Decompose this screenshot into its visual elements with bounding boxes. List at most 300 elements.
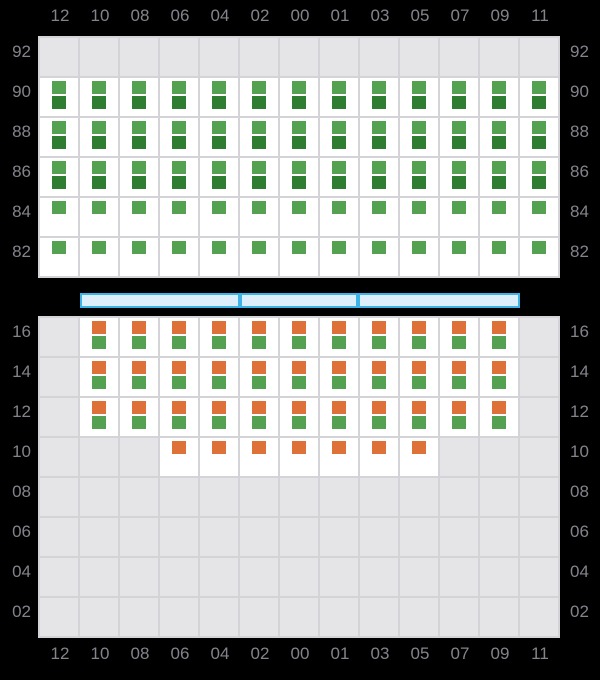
seat-cell-90-03[interactable] (360, 78, 398, 116)
seat-cell-88-01[interactable] (320, 118, 358, 156)
seat-cell-10-04[interactable] (200, 438, 238, 476)
seat-cell-14-06[interactable] (160, 358, 198, 396)
seat-cell-06-05 (400, 518, 438, 556)
seat-cell-92-01 (320, 38, 358, 76)
dark-green-square-icon (492, 96, 506, 109)
seat-cell-12-03[interactable] (360, 398, 398, 436)
car-bar-segment-3[interactable] (358, 293, 520, 308)
dark-green-square-icon (372, 176, 386, 189)
green-square-icon (452, 376, 466, 389)
seat-cell-16-12 (40, 318, 78, 356)
seat-cell-06-10 (80, 518, 118, 556)
seat-cell-02-03 (360, 598, 398, 636)
green-square-icon (292, 201, 306, 214)
orange-square-icon (172, 401, 186, 414)
dark-green-square-icon (132, 96, 146, 109)
green-square-icon (252, 161, 266, 174)
green-square-icon (372, 376, 386, 389)
seat-cell-16-06[interactable] (160, 318, 198, 356)
green-square-icon (412, 201, 426, 214)
dark-green-square-icon (132, 136, 146, 149)
seat-cell-06-00 (280, 518, 318, 556)
seat-cell-88-09[interactable] (480, 118, 518, 156)
seat-cell-82-03[interactable] (360, 238, 398, 276)
seat-cell-10-05[interactable] (400, 438, 438, 476)
seat-cell-02-06 (160, 598, 198, 636)
seat-cell-06-04 (200, 518, 238, 556)
row-label-82: 82 (570, 242, 589, 261)
green-square-icon (212, 376, 226, 389)
seat-cell-90-09[interactable] (480, 78, 518, 116)
green-square-icon (172, 376, 186, 389)
seat-cell-14-01[interactable] (320, 358, 358, 396)
green-square-icon (172, 161, 186, 174)
green-square-icon (372, 201, 386, 214)
seat-cell-04-05 (400, 558, 438, 596)
green-square-icon (292, 121, 306, 134)
green-square-icon (212, 241, 226, 254)
orange-square-icon (212, 401, 226, 414)
row-label-84: 84 (12, 202, 31, 221)
green-square-icon (452, 81, 466, 94)
seat-cell-88-06[interactable] (160, 118, 198, 156)
green-square-icon (532, 81, 546, 94)
column-label-03: 03 (370, 6, 390, 25)
seat-cell-92-05 (400, 38, 438, 76)
seat-cell-86-03[interactable] (360, 158, 398, 196)
orange-square-icon (292, 401, 306, 414)
row-label-06: 06 (570, 522, 589, 541)
green-square-icon (172, 416, 186, 429)
seat-cell-02-02 (240, 598, 278, 636)
seat-cell-84-02[interactable] (240, 198, 278, 236)
green-square-icon (92, 81, 106, 94)
seat-cell-86-05[interactable] (400, 158, 438, 196)
dark-green-square-icon (412, 176, 426, 189)
column-label-02: 02 (250, 644, 270, 663)
dark-green-square-icon (532, 136, 546, 149)
column-label-06: 06 (170, 644, 190, 663)
seat-cell-16-04[interactable] (200, 318, 238, 356)
seat-cell-86-02[interactable] (240, 158, 278, 196)
seat-cell-86-08[interactable] (120, 158, 158, 196)
seat-cell-92-12 (40, 38, 78, 76)
orange-square-icon (292, 441, 306, 454)
dark-green-square-icon (372, 136, 386, 149)
row-label-88: 88 (12, 122, 31, 141)
green-square-icon (492, 336, 506, 349)
seat-cell-10-02[interactable] (240, 438, 278, 476)
seat-cell-16-11 (520, 318, 558, 356)
seat-cell-82-04[interactable] (200, 238, 238, 276)
green-square-icon (452, 201, 466, 214)
seat-cell-14-04[interactable] (200, 358, 238, 396)
seat-cell-90-11[interactable] (520, 78, 558, 116)
green-square-icon (332, 416, 346, 429)
green-square-icon (92, 161, 106, 174)
row-label-84: 84 (570, 202, 589, 221)
orange-square-icon (92, 361, 106, 374)
orange-square-icon (92, 321, 106, 334)
seat-cell-16-00[interactable] (280, 318, 318, 356)
seat-cell-84-08[interactable] (120, 198, 158, 236)
green-square-icon (92, 241, 106, 254)
seat-cell-88-05[interactable] (400, 118, 438, 156)
seat-cell-12-01[interactable] (320, 398, 358, 436)
column-label-08: 08 (130, 644, 150, 663)
green-square-icon (52, 201, 66, 214)
seat-cell-10-07 (440, 438, 478, 476)
seat-cell-12-04[interactable] (200, 398, 238, 436)
seat-cell-12-09[interactable] (480, 398, 518, 436)
lower-seat-grid (38, 316, 560, 638)
seat-cell-16-03[interactable] (360, 318, 398, 356)
seat-cell-92-06 (160, 38, 198, 76)
top-column-labels (40, 5, 560, 27)
car-bar-segment-2[interactable] (240, 293, 358, 308)
seat-cell-14-02[interactable] (240, 358, 278, 396)
green-square-icon (492, 121, 506, 134)
orange-square-icon (372, 401, 386, 414)
green-square-icon (372, 416, 386, 429)
column-label-01: 01 (330, 644, 350, 663)
green-square-icon (92, 376, 106, 389)
green-square-icon (532, 201, 546, 214)
column-label-07: 07 (450, 644, 470, 663)
row-label-04: 04 (12, 562, 31, 581)
column-label-12: 12 (50, 644, 70, 663)
seat-cell-06-11 (520, 518, 558, 556)
green-square-icon (452, 241, 466, 254)
orange-square-icon (212, 441, 226, 454)
column-label-02: 02 (250, 6, 270, 25)
green-square-icon (252, 241, 266, 254)
seat-cell-86-07[interactable] (440, 158, 478, 196)
seat-cell-82-10[interactable] (80, 238, 118, 276)
orange-square-icon (492, 321, 506, 334)
seat-cell-04-09 (480, 558, 518, 596)
seat-cell-16-02[interactable] (240, 318, 278, 356)
dark-green-square-icon (172, 176, 186, 189)
seat-cell-82-02[interactable] (240, 238, 278, 276)
orange-square-icon (132, 321, 146, 334)
seat-cell-12-07[interactable] (440, 398, 478, 436)
seat-cell-06-07 (440, 518, 478, 556)
seat-cell-14-08[interactable] (120, 358, 158, 396)
green-square-icon (52, 81, 66, 94)
row-label-04: 04 (570, 562, 589, 581)
green-square-icon (332, 161, 346, 174)
orange-square-icon (452, 401, 466, 414)
seat-cell-16-08[interactable] (120, 318, 158, 356)
seat-cell-10-03[interactable] (360, 438, 398, 476)
seat-cell-08-04 (200, 478, 238, 516)
green-square-icon (52, 121, 66, 134)
orange-square-icon (452, 321, 466, 334)
column-label-06: 06 (170, 6, 190, 25)
row-label-02: 02 (12, 602, 31, 621)
seat-cell-92-10 (80, 38, 118, 76)
seat-cell-92-09 (480, 38, 518, 76)
column-label-04: 04 (210, 644, 230, 663)
seat-cell-90-12[interactable] (40, 78, 78, 116)
seat-cell-82-08[interactable] (120, 238, 158, 276)
seat-cell-86-11[interactable] (520, 158, 558, 196)
seat-cell-16-07[interactable] (440, 318, 478, 356)
green-square-icon (252, 81, 266, 94)
dark-green-square-icon (92, 176, 106, 189)
seat-cell-86-00[interactable] (280, 158, 318, 196)
green-square-icon (332, 336, 346, 349)
seat-cell-84-06[interactable] (160, 198, 198, 236)
seat-cell-10-06[interactable] (160, 438, 198, 476)
seat-cell-10-11 (520, 438, 558, 476)
seat-cell-14-10[interactable] (80, 358, 118, 396)
orange-square-icon (332, 401, 346, 414)
seat-cell-14-03[interactable] (360, 358, 398, 396)
dark-green-square-icon (132, 176, 146, 189)
seat-cell-16-05[interactable] (400, 318, 438, 356)
column-label-07: 07 (450, 6, 470, 25)
column-label-09: 09 (490, 6, 510, 25)
seat-cell-92-07 (440, 38, 478, 76)
dark-green-square-icon (212, 136, 226, 149)
dark-green-square-icon (332, 136, 346, 149)
dark-green-square-icon (172, 136, 186, 149)
dark-green-square-icon (292, 96, 306, 109)
dark-green-square-icon (412, 96, 426, 109)
green-square-icon (252, 416, 266, 429)
seat-cell-88-12[interactable] (40, 118, 78, 156)
row-label-08: 08 (570, 482, 589, 501)
row-label-16: 16 (12, 322, 31, 341)
seat-cell-82-01[interactable] (320, 238, 358, 276)
green-square-icon (332, 121, 346, 134)
seat-cell-10-08 (120, 438, 158, 476)
green-square-icon (212, 416, 226, 429)
seat-cell-92-02 (240, 38, 278, 76)
seat-cell-84-00[interactable] (280, 198, 318, 236)
seat-cell-90-00[interactable] (280, 78, 318, 116)
seat-cell-90-10[interactable] (80, 78, 118, 116)
seat-cell-04-08 (120, 558, 158, 596)
row-label-92: 92 (12, 42, 31, 61)
seat-cell-06-08 (120, 518, 158, 556)
seat-cell-04-02 (240, 558, 278, 596)
seat-cell-82-12[interactable] (40, 238, 78, 276)
dark-green-square-icon (492, 136, 506, 149)
dark-green-square-icon (252, 176, 266, 189)
dark-green-square-icon (52, 136, 66, 149)
seat-cell-82-00[interactable] (280, 238, 318, 276)
orange-square-icon (252, 401, 266, 414)
orange-square-icon (412, 361, 426, 374)
seat-cell-90-02[interactable] (240, 78, 278, 116)
seat-cell-08-07 (440, 478, 478, 516)
bottom-panel-left-row-labels (0, 316, 31, 636)
seat-cell-84-03[interactable] (360, 198, 398, 236)
seat-cell-14-09[interactable] (480, 358, 518, 396)
row-label-90: 90 (570, 82, 589, 101)
seat-cell-08-02 (240, 478, 278, 516)
seat-cell-02-11 (520, 598, 558, 636)
dark-green-square-icon (332, 176, 346, 189)
seat-cell-14-12 (40, 358, 78, 396)
seat-cell-12-10[interactable] (80, 398, 118, 436)
seat-cell-12-05[interactable] (400, 398, 438, 436)
seat-cell-86-10[interactable] (80, 158, 118, 196)
seat-cell-90-07[interactable] (440, 78, 478, 116)
seat-cell-82-06[interactable] (160, 238, 198, 276)
seat-cell-88-11[interactable] (520, 118, 558, 156)
seat-cell-88-03[interactable] (360, 118, 398, 156)
seat-cell-16-10[interactable] (80, 318, 118, 356)
orange-square-icon (492, 361, 506, 374)
orange-square-icon (172, 361, 186, 374)
green-square-icon (412, 81, 426, 94)
seat-cell-88-02[interactable] (240, 118, 278, 156)
seat-cell-82-07[interactable] (440, 238, 478, 276)
seat-cell-12-00[interactable] (280, 398, 318, 436)
seat-cell-88-00[interactable] (280, 118, 318, 156)
seat-cell-12-02[interactable] (240, 398, 278, 436)
column-label-11: 11 (531, 644, 549, 663)
seat-cell-86-09[interactable] (480, 158, 518, 196)
dark-green-square-icon (292, 136, 306, 149)
seat-cell-08-03 (360, 478, 398, 516)
dark-green-square-icon (52, 96, 66, 109)
seat-cell-84-10[interactable] (80, 198, 118, 236)
seat-cell-90-06[interactable] (160, 78, 198, 116)
seat-cell-16-09[interactable] (480, 318, 518, 356)
car-bar-segment-1[interactable] (80, 293, 240, 308)
seat-cell-82-09[interactable] (480, 238, 518, 276)
orange-square-icon (412, 441, 426, 454)
dark-green-square-icon (492, 176, 506, 189)
seat-cell-14-07[interactable] (440, 358, 478, 396)
green-square-icon (412, 416, 426, 429)
green-square-icon (332, 241, 346, 254)
seat-cell-12-08[interactable] (120, 398, 158, 436)
dark-green-square-icon (452, 176, 466, 189)
row-label-12: 12 (12, 402, 31, 421)
green-square-icon (332, 201, 346, 214)
seat-cell-92-00 (280, 38, 318, 76)
seat-cell-84-07[interactable] (440, 198, 478, 236)
seat-cell-86-01[interactable] (320, 158, 358, 196)
green-square-icon (532, 241, 546, 254)
column-label-00: 00 (290, 644, 310, 663)
orange-square-icon (372, 361, 386, 374)
green-square-icon (132, 336, 146, 349)
seat-cell-84-05[interactable] (400, 198, 438, 236)
green-square-icon (132, 376, 146, 389)
seat-cell-06-03 (360, 518, 398, 556)
green-square-icon (132, 201, 146, 214)
seat-cell-84-11[interactable] (520, 198, 558, 236)
orange-square-icon (452, 361, 466, 374)
green-square-icon (92, 336, 106, 349)
seat-cell-88-10[interactable] (80, 118, 118, 156)
seat-cell-92-08 (120, 38, 158, 76)
seat-cell-82-11[interactable] (520, 238, 558, 276)
dark-green-square-icon (292, 176, 306, 189)
dark-green-square-icon (412, 136, 426, 149)
green-square-icon (492, 376, 506, 389)
seat-cell-88-04[interactable] (200, 118, 238, 156)
seat-cell-04-07 (440, 558, 478, 596)
seat-cell-90-01[interactable] (320, 78, 358, 116)
seat-cell-08-12 (40, 478, 78, 516)
row-label-90: 90 (12, 82, 31, 101)
seat-cell-02-07 (440, 598, 478, 636)
orange-square-icon (332, 321, 346, 334)
seat-cell-84-01[interactable] (320, 198, 358, 236)
seat-cell-14-00[interactable] (280, 358, 318, 396)
seat-cell-10-00[interactable] (280, 438, 318, 476)
seat-cell-14-05[interactable] (400, 358, 438, 396)
row-label-14: 14 (570, 362, 589, 381)
orange-square-icon (332, 361, 346, 374)
seat-cell-86-06[interactable] (160, 158, 198, 196)
dark-green-square-icon (212, 176, 226, 189)
green-square-icon (172, 336, 186, 349)
seat-cell-06-06 (160, 518, 198, 556)
row-label-88: 88 (570, 122, 589, 141)
seat-cell-02-12 (40, 598, 78, 636)
green-square-icon (372, 161, 386, 174)
orange-square-icon (172, 321, 186, 334)
seat-cell-04-12 (40, 558, 78, 596)
seat-cell-88-08[interactable] (120, 118, 158, 156)
seat-cell-04-00 (280, 558, 318, 596)
seat-cell-08-11 (520, 478, 558, 516)
green-square-icon (332, 81, 346, 94)
seat-cell-90-08[interactable] (120, 78, 158, 116)
seat-cell-82-05[interactable] (400, 238, 438, 276)
seat-cell-02-04 (200, 598, 238, 636)
green-square-icon (492, 161, 506, 174)
green-square-icon (412, 241, 426, 254)
seat-cell-86-12[interactable] (40, 158, 78, 196)
green-square-icon (212, 201, 226, 214)
seat-cell-84-12[interactable] (40, 198, 78, 236)
seat-cell-88-07[interactable] (440, 118, 478, 156)
seat-cell-08-01 (320, 478, 358, 516)
row-label-10: 10 (12, 442, 31, 461)
seat-cell-90-04[interactable] (200, 78, 238, 116)
dark-green-square-icon (532, 176, 546, 189)
green-square-icon (132, 416, 146, 429)
dark-green-square-icon (452, 136, 466, 149)
green-square-icon (292, 81, 306, 94)
dark-green-square-icon (172, 96, 186, 109)
seat-cell-84-04[interactable] (200, 198, 238, 236)
seat-cell-84-09[interactable] (480, 198, 518, 236)
seat-cell-02-00 (280, 598, 318, 636)
dark-green-square-icon (332, 96, 346, 109)
top-panel-right-row-labels (570, 36, 600, 276)
seat-cell-86-04[interactable] (200, 158, 238, 196)
seat-cell-16-01[interactable] (320, 318, 358, 356)
seat-cell-90-05[interactable] (400, 78, 438, 116)
seat-cell-10-01[interactable] (320, 438, 358, 476)
seat-cell-06-12 (40, 518, 78, 556)
seat-cell-12-06[interactable] (160, 398, 198, 436)
green-square-icon (452, 416, 466, 429)
seat-cell-08-00 (280, 478, 318, 516)
green-square-icon (412, 121, 426, 134)
